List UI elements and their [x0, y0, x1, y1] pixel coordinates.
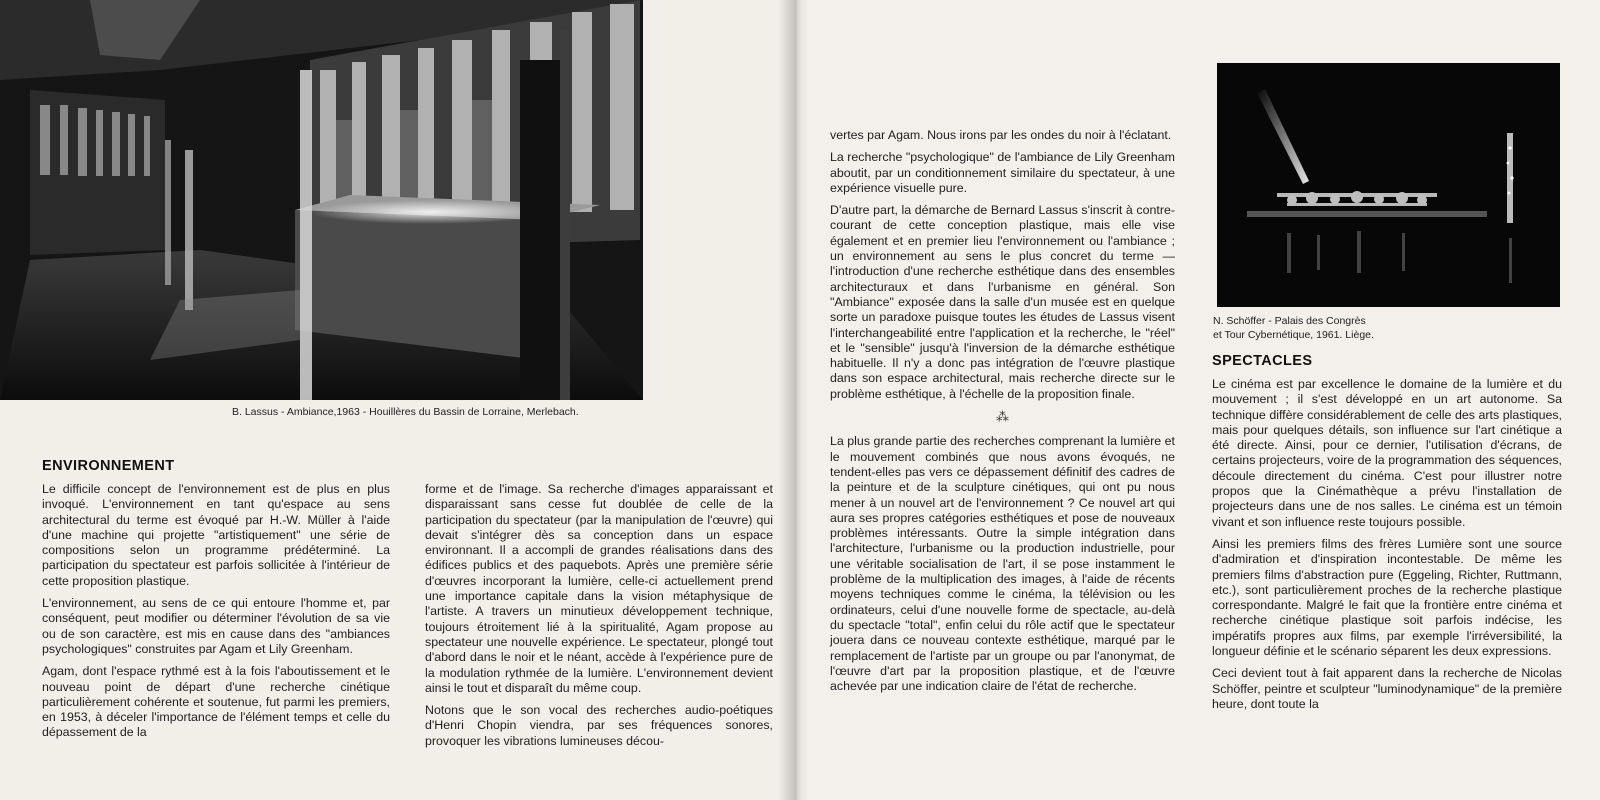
spectacles-heading: SPECTACLES: [1212, 353, 1313, 369]
paragraph: D'autre part, la démarche de Bernard Lassus s'inscrit à contre-courant de cette conception plastique, mais elle vise également et en premier lieu l'environnement ou l'ambiance ; un environnement au sens le plus concret du terme — l'introduction d'une recherche esthétique dans des ensembles architecturaux et dans l'urbanisme en général. Son "Ambiance" exposée dans la salle d'un musée est en quelque sorte un paradoxe puisque toutes les études de Lassus visent l'interchangeabilité entre l'application et la recherche, le "réel" et le "sensible" jusqu'à l'inversion de la démarche esthétique habituelle. Il n'y a donc pas intégration de l'œuvre plastique dans son espace architectural, mais recherche directe sur le problème esthétique, à l'échelle de la proposition finale.: [830, 203, 1175, 401]
left-column-2: [425, 482, 773, 749]
right-column-1: [830, 128, 1175, 694]
paragraph: Agam, dont l'espace rythmé est à la fois l'aboutissement et le nouveau point de départ d'une recherche cinétique particulièrement cohérente et soutenue, fut parmi les premiers, en 1953, à déceler l'importance de l'élément temps et celle du dépassement de la: [42, 664, 390, 740]
schoffer-caption-line2: et Tour Cybernétique, 1961. Liège.: [1213, 329, 1374, 341]
paragraph: vertes par Agam. Nous irons par les ondes du noir à l'éclatant.: [830, 128, 1172, 142]
paragraph: Le difficile concept de l'environnement est de plus en plus invoqué. L'environnement en tant qu'espace au sens architectural du terme est évoqué par H.-W. Müller à l'aide d'une machine qui projette "artistiquement" une série de compositions selon un programme prédéterminé. La participation du spectateur est parfois sollicitée à l'intérieur de cette proposition plastique.: [42, 482, 390, 588]
schoffer-palais-photo: [1217, 63, 1560, 307]
paragraph: Notons que le son vocal des recherches audio-poétiques d'Henri Chopin viendra, par ses fréquences sonores, provoquer les vibrations lumineuses décou-: [425, 703, 773, 748]
right-page: [797, 0, 1600, 800]
left-page: [0, 0, 795, 800]
paragraph: La plus grande partie des recherches comprenant la lumière et le mouvement combinés que nous avons évoqués, ne tendent-elles pas vers ce dépassement définitif des cadres de la peinture et de la sculpture cinétiques, qui ont pu nous mener à un nouvel art de l'environnement ? Ce nouvel art qui aura ses propres catégories esthétiques et pose de nouveaux problèmes intéressants. Outre la simple intégration dans l'architecture, l'urbanisme ou la production industrielle, pour une véritable socialisation de l'art, il se pose instamment le problème de la multiplication des images, à l'aide de récents moyens techniques comme le cinéma, la télévision ou les ordinateurs, celui d'une nouvelle forme de spectacle, au-delà du spectacle "total", enfin celui du rôle actif que le spectateur jouera dans ce nouveau contexte esthétique, marqué par le remplacement de l'artiste par un groupe ou par l'anonymat, de l'œuvre d'art par la proposition plastique, et de l'œuvre achevée par une indication claire de l'état de recherche.: [830, 434, 1175, 694]
lassus-photo-caption: B. Lassus - Ambiance,1963 - Houillères du Bassin de Lorraine, Merlebach.: [232, 406, 579, 418]
paragraph: L'environnement, au sens de ce qui entoure l'homme et, par conséquent, peut modifier ou déterminer l'évolution de sa vie ou de son caractère, est mis en cause dans des "ambiances psychologiques" construites par Agam et Lily Greenham.: [42, 596, 390, 656]
schoffer-caption-line1: N. Schöffer - Palais des Congrès: [1213, 315, 1366, 327]
paragraph: Ceci devient tout à fait apparent dans la recherche de Nicolas Schöffer, peintre et sculpteur "luminodynamique" de la première heure, dont toute la: [1212, 666, 1562, 711]
paragraph: Ainsi les premiers films des frères Lumière sont une source d'admiration et d'inspiration incontestable. De même les premiers films d'abstraction pure (Eggeling, Richter, Ruttmann, etc.), sont particulièrement proches de la recherche plastique correspondante. Malgré le fait que la frontière entre cinéma et recherche cinétique plastique soit parfois indécise, les impératifs propres aux films, par exemple l'irréversibilité, la longueur définie et le scénario séparent les deux expressions.: [1212, 536, 1562, 659]
lassus-ambiance-photo: [0, 0, 643, 400]
paragraph: Le cinéma est par excellence le domaine de la lumière et du mouvement ; il s'est développé en un art autonome. Sa technique diffère considérablement de celle des arts plastiques, mais pour quelques détails, son influence sur l'art cinétique a été directe. Ainsi, pour ce dernier, l'utilisation d'écrans, de certains projecteurs, voire de la programmation des séquences, découle directement du cinéma. C'est pour illustrer notre propos que la Cinémathèque a prévu l'installation de projecteurs dans une de nos salles. Le cinéma est un témoin vivant et son influence reste toujours possible.: [1212, 377, 1562, 529]
section-ornament: ⁂: [996, 409, 1009, 425]
paragraph: La recherche "psychologique" de l'ambiance de Lily Greenham aboutit, par un conditionnement similaire du spectateur, à une expérience visuelle pure.: [830, 150, 1175, 195]
environnement-heading: ENVIRONNEMENT: [42, 458, 175, 474]
left-column-1: [42, 482, 390, 741]
paragraph: forme et de l'image. Sa recherche d'images apparaissant et disparaissant sans cesse fut doublée de celle de la participation du spectateur (par la manipulation de l'œuvre) qui devait s'intégrer dès sa conception dans un espace environnant. Il a accompli de grandes réalisations dans des édifices publics et des paquebots. Après une première série d'œuvres incorporant la lumière, celle-ci actuellement prend une importance capitale dans la vision métaphysique de l'artiste. A travers un minutieux développement technique, toujours étroitement lié à la spiritualité, Agam propose au spectateur une nouvelle expérience. Le spectateur, plongé tout d'abord dans le noir et le néant, accède à l'expérience pure de la modulation rythmée de la lumière. L'environnement devient ainsi le tout et disparaît du même coup.: [425, 482, 773, 695]
right-column-2: [1212, 377, 1562, 712]
